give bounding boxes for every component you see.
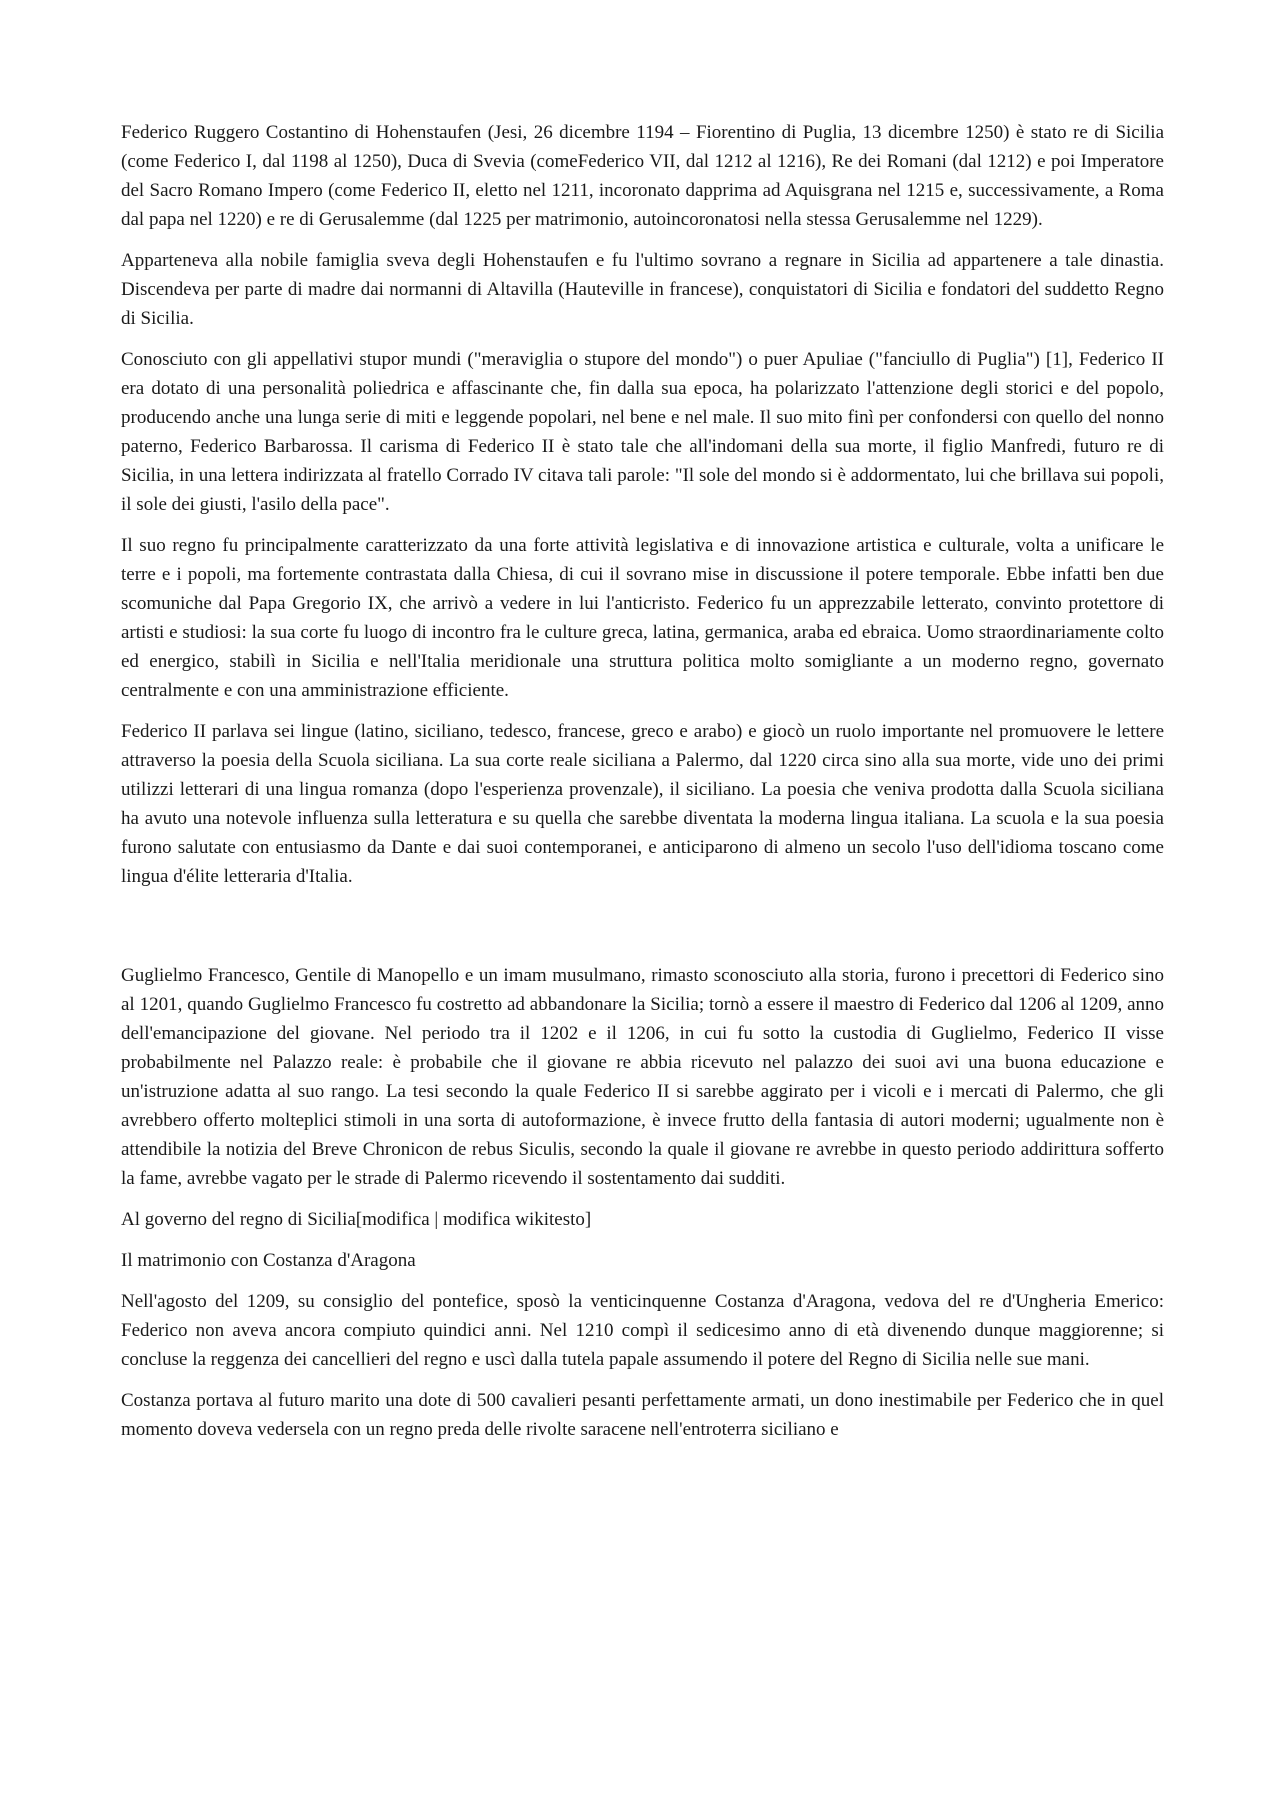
paragraph-dinastia: Apparteneva alla nobile famiglia sveva degli Hohenstaufen e fu l'ultimo sovrano a regnare in Sicilia ad appartenere a tale dinastia. Discendeva per parte di madre dai normanni di Altavilla (Hauteville in francese), conquistatori di Sicilia e fondatori del suddetto Regno di Sicilia. [121, 250, 1164, 329]
paragraph-stupor-mundi: Conosciuto con gli appellativi stupor mundi ("meraviglia o stupore del mondo") o puer Apuliae ("fanciullo di Puglia") [1], Federico II era dotato di una personalità poliedrica e affascinante che, fin dalla sua epoca, ha polarizzato l'attenzione degli storici e del popolo, producendo anche una lunga serie di miti e leggende popolari, nel bene e nel male. Il suo mito finì per confondersi con quello del nonno paterno, Federico Barbarossa. Il carisma di Federico II è stato tale che all'indomani della sua morte, il figlio Manfredi, futuro re di Sicilia, in una lettera indirizzata al fratello Corrado IV citava tali parole: "Il sole del mondo si è addormentato, lui che brillava sui popoli, il sole dei giusti, l'asilo della pace". [121, 349, 1164, 515]
document-body [121, 118, 1164, 1456]
heading-matrimonio: Il matrimonio con Costanza d'Aragona [121, 1250, 416, 1271]
paragraph-matrimonio: Nell'agosto del 1209, su consiglio del pontefice, sposò la venticinquenne Costanza d'Aragona, vedova del re d'Ungheria Emerico: Federico non aveva ancora compiuto quindici anni. Nel 1210 compì il sedicesimo anno di età divenendo dunque maggiorenne; si concluse la reggenza dei cancellieri del regno e uscì dalla tutela papale assumendo il potere del Regno di Sicilia nelle sue mani. [121, 1291, 1164, 1370]
paragraph-regno: Il suo regno fu principalmente caratterizzato da una forte attività legislativa e di innovazione artistica e culturale, volta a unificare le terre e i popoli, ma fortemente contrastata dalla Chiesa, di cui il sovrano mise in discussione il potere temporale. Ebbe infatti ben due scomuniche dal Papa Gregorio IX, che arrivò a vedere in lui l'anticristo. Federico fu un apprezzabile letterato, convinto protettore di artisti e studiosi: la sua corte fu luogo di incontro fra le culture greca, latina, germanica, araba ed ebraica. Uomo straordinariamente colto ed energico, stabilì in Sicilia e nell'Italia meridionale una struttura politica molto somigliante a un moderno regno, governato centralmente e con una amministrazione efficiente. [121, 535, 1164, 701]
blank-spacer [121, 903, 1164, 961]
heading-governo: Al governo del regno di Sicilia[modifica | modifica wikitesto] [121, 1209, 592, 1230]
paragraph-dote: Costanza portava al futuro marito una dote di 500 cavalieri pesanti perfettamente armati, un dono inestimabile per Federico che in quel momento doveva vedersela con un regno preda delle rivolte saracene nell'entroterra siciliano e [121, 1390, 1164, 1440]
paragraph-intro: Federico Ruggero Costantino di Hohenstaufen (Jesi, 26 dicembre 1194 – Fiorentino di Puglia, 13 dicembre 1250) è stato re di Sicilia (come Federico I, dal 1198 al 1250), Duca di Svevia (comeFederico VII, dal 1212 al 1216), Re dei Romani (dal 1212) e poi Imperatore del Sacro Romano Impero (come Federico II, eletto nel 1211, incoronato dapprima ad Aquisgrana nel 1215 e, successivamente, a Roma dal papa nel 1220) e re di Gerusalemme (dal 1225 per matrimonio, autoincoronatosi nella stessa Gerusalemme nel 1229). [121, 122, 1164, 230]
paragraph-lingue: Federico II parlava sei lingue (latino, siciliano, tedesco, francese, greco e arabo) e giocò un ruolo importante nel promuovere le lettere attraverso la poesia della Scuola siciliana. La sua corte reale siciliana a Palermo, dal 1220 circa sino alla sua morte, vide uno dei primi utilizzi letterari di una lingua romanza (dopo l'esperienza provenzale), il siciliano. La poesia che veniva prodotta dalla Scuola siciliana ha avuto una notevole influenza sulla letteratura e su quella che sarebbe diventata la moderna lingua italiana. La scuola e la sua poesia furono salutate con entusiasmo da Dante e dai suoi contemporanei, e anticiparono di almeno un secolo l'uso dell'idioma toscano come lingua d'élite letteraria d'Italia. [121, 721, 1164, 887]
paragraph-guglielmo: Guglielmo Francesco, Gentile di Manopello e un imam musulmano, rimasto sconosciuto alla storia, furono i precettori di Federico sino al 1201, quando Guglielmo Francesco fu costretto ad abbandonare la Sicilia; tornò a essere il maestro di Federico dal 1206 al 1209, anno dell'emancipazione del giovane. Nel periodo tra il 1202 e il 1206, in cui fu sotto la custodia di Guglielmo, Federico II visse probabilmente nel Palazzo reale: è probabile che il giovane re abbia ricevuto nel palazzo dei suoi avi una buona educazione e un'istruzione adatta al suo rango. La tesi secondo la quale Federico II si sarebbe aggirato per i vicoli e i mercati di Palermo, che gli avrebbero offerto molteplici stimoli in una sorta di autoformazione, è invece frutto della fantasia di autori moderni; ugualmente non è attendibile la notizia del Breve Chronicon de rebus Siculis, secondo la quale il giovane re avrebbe in questo periodo addirittura sofferto la fame, avrebbe vagato per le strade di Palermo ricevendo il sostentamento dai sudditi. [121, 965, 1164, 1189]
